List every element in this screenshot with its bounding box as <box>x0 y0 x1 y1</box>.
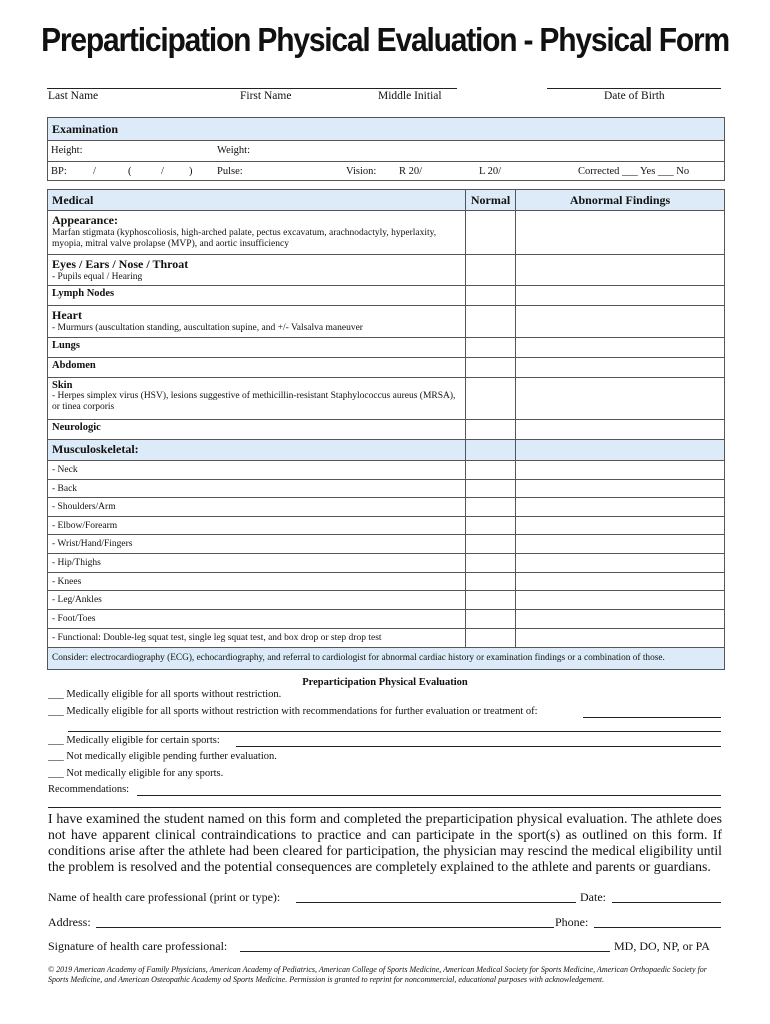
abnormal-cell[interactable] <box>516 255 724 285</box>
msk-item: - Elbow/Forearm <box>48 517 466 534</box>
vision-label: Vision: <box>346 166 377 177</box>
table-row <box>47 420 725 440</box>
msk-item: - Shoulders/Arm <box>48 498 466 516</box>
bp-paren: ( <box>128 166 132 177</box>
row-title: Musculoskeletal: <box>52 442 139 456</box>
height-field[interactable]: Height: <box>51 145 83 156</box>
abnormal-cell[interactable] <box>516 610 724 628</box>
pulse-field[interactable]: Pulse: <box>217 166 243 177</box>
normal-cell[interactable] <box>466 255 516 285</box>
abnormal-cell[interactable] <box>516 358 724 377</box>
msk-item: - Back <box>48 480 466 497</box>
normal-cell[interactable] <box>466 358 516 377</box>
msk-item: - Leg/Ankles <box>48 591 466 609</box>
treatment-underline[interactable] <box>583 717 721 718</box>
eligible-certain-option[interactable]: ___ Medically eligible for certain sports: <box>48 735 220 746</box>
musculoskeletal-header <box>47 440 725 461</box>
dob-underline[interactable] <box>547 88 721 89</box>
weight-field[interactable]: Weight: <box>217 145 250 156</box>
table-row <box>47 461 725 480</box>
normal-cell[interactable] <box>466 338 516 357</box>
abnormal-cell[interactable] <box>516 535 724 553</box>
table-row <box>47 554 725 573</box>
normal-cell[interactable] <box>466 306 516 337</box>
recommendations-label: Recommendations: <box>48 784 130 795</box>
certain-sports-underline[interactable] <box>236 746 721 747</box>
normal-cell[interactable] <box>466 591 516 609</box>
normal-cell[interactable] <box>466 610 516 628</box>
row-detail: - Herpes simplex virus (HSV), lesions suggestive of methicillin-resistant Staphylococcus aureus (MRSA), or tinea corporis <box>52 391 456 412</box>
signature-field[interactable] <box>240 951 610 952</box>
table-row <box>47 535 725 554</box>
normal-cell[interactable] <box>466 480 516 497</box>
recommendations-underline[interactable] <box>48 807 721 808</box>
row-detail: - Murmurs (auscultation standing, auscultation supine, and +/- Valsalva maneuver <box>52 323 363 333</box>
examination-header: Examination <box>48 118 724 141</box>
normal-cell[interactable] <box>466 554 516 572</box>
table-row <box>47 306 725 338</box>
normal-cell[interactable] <box>466 498 516 516</box>
bp-paren: ) <box>189 166 193 177</box>
abnormal-cell[interactable] <box>516 517 724 534</box>
row-detail: Marfan stigmata (kyphoscoliosis, high-arched palate, pectus excavatum, arachnodactyly, hyperlaxity, myopia, mitral valve prolapse (MVP), and aortic insufficiency <box>52 228 437 249</box>
normal-cell[interactable] <box>466 211 516 254</box>
row-title: Heart <box>52 308 82 322</box>
address-label: Address: <box>48 915 91 929</box>
abnormal-cell[interactable] <box>516 211 724 254</box>
table-row <box>47 255 725 286</box>
clearance-statement: I have examined the student named on this form and completed the preparticipation physical evaluation. The athlete does not have apparent clinical contraindications to practice and can participate in the sport(s) as outlined on this form. If conditions arise after the athlete had been cleared for participation, the physician may rescind the medical eligibility until the problem is resolved and the potential consequences are completely explained to the athlete and parents or guardians. <box>48 811 722 874</box>
professional-name-field[interactable] <box>296 902 576 903</box>
vision-right-field[interactable]: R 20/ <box>399 166 423 177</box>
row-title: Lungs <box>52 340 81 351</box>
treatment-underline[interactable] <box>68 731 721 732</box>
abnormal-cell[interactable] <box>516 420 724 439</box>
abnormal-cell[interactable] <box>516 498 724 516</box>
row-title: Eyes / Ears / Nose / Throat <box>52 257 189 271</box>
eligible-all-option[interactable]: ___ Medically eligible for all sports without restriction. <box>48 689 282 700</box>
page-title: Preparticipation Physical Evaluation - Physical Form <box>41 21 729 59</box>
abnormal-cell[interactable] <box>516 629 724 647</box>
name-underline[interactable] <box>47 88 457 89</box>
row-title: Abdomen <box>52 360 96 371</box>
table-row <box>47 378 725 420</box>
normal-cell[interactable] <box>466 629 516 647</box>
msk-item: - Knees <box>48 573 466 590</box>
table-row <box>47 358 725 378</box>
abnormal-cell[interactable] <box>516 286 724 305</box>
credentials-label: MD, DO, NP, or PA <box>614 939 710 953</box>
table-row <box>47 498 725 517</box>
bp-slash: / <box>93 166 96 177</box>
eligible-with-recommendations-option[interactable]: ___ Medically eligible for all sports without restriction with recommendations for further evaluation or treatment of: <box>48 706 538 717</box>
table-row <box>47 286 725 306</box>
col-abnormal: Abnormal Findings <box>569 193 671 207</box>
bp-field[interactable]: BP: <box>51 166 67 177</box>
date-label: Date: <box>580 890 606 904</box>
examination-section <box>47 117 725 181</box>
table-row <box>47 517 725 535</box>
msk-item: - Hip/Thighs <box>48 554 466 572</box>
abnormal-cell[interactable] <box>516 480 724 497</box>
consider-note: Consider: electrocardiography (ECG), echocardiography, and referral to cardiologist for abnormal cardiac history or examination findings or a combination of those. <box>47 648 725 670</box>
col-medical: Medical <box>48 190 466 210</box>
normal-cell[interactable] <box>466 286 516 305</box>
phone-label: Phone: <box>555 915 589 929</box>
professional-name-label: Name of health care professional (print or type): <box>48 890 281 904</box>
abnormal-cell[interactable] <box>516 461 724 479</box>
abnormal-cell[interactable] <box>516 338 724 357</box>
row-title: Skin <box>52 380 73 391</box>
first-name-label: First Name <box>240 90 292 102</box>
vitals-row <box>48 162 724 182</box>
not-eligible-pending-option[interactable]: ___ Not medically eligible pending further evaluation. <box>48 751 277 762</box>
signature-label: Signature of health care professional: <box>48 939 228 953</box>
row-title: Lymph Nodes <box>52 288 115 299</box>
recommendations-underline[interactable] <box>137 795 721 796</box>
corrected-field[interactable]: Corrected ___ Yes ___ No <box>578 166 690 177</box>
msk-item: - Neck <box>48 461 466 479</box>
msk-item: - Wrist/Hand/Fingers <box>48 535 466 553</box>
abnormal-cell[interactable] <box>516 591 724 609</box>
normal-cell[interactable] <box>466 535 516 553</box>
table-row <box>47 591 725 610</box>
middle-initial-label: Middle Initial <box>378 90 442 102</box>
normal-cell[interactable] <box>466 378 516 419</box>
medical-table-header <box>47 189 725 211</box>
table-row <box>47 573 725 591</box>
row-title: Appearance: <box>52 213 118 227</box>
table-row <box>47 338 725 358</box>
abnormal-cell[interactable] <box>516 378 724 419</box>
table-row <box>47 480 725 498</box>
normal-cell[interactable] <box>466 461 516 479</box>
table-row <box>47 610 725 629</box>
abnormal-cell[interactable] <box>516 554 724 572</box>
height-weight-row <box>48 141 724 162</box>
date-field[interactable] <box>612 902 721 903</box>
not-eligible-any-option[interactable]: ___ Not medically eligible for any sports. <box>48 768 224 779</box>
dob-label: Date of Birth <box>604 90 665 102</box>
row-detail: - Pupils equal / Hearing <box>52 272 143 282</box>
vision-left-field[interactable]: L 20/ <box>479 166 502 177</box>
msk-item: - Foot/Toes <box>48 610 466 628</box>
col-normal: Normal <box>466 190 516 210</box>
normal-cell[interactable] <box>466 517 516 534</box>
table-row <box>47 211 725 255</box>
abnormal-cell[interactable] <box>516 306 724 337</box>
address-field[interactable] <box>96 927 554 928</box>
copyright-notice: © 2019 American Academy of Family Physicians, American Academy of Pediatrics, American College of Sports Medicine, American Medical Society for Sports Medicine, American Orthopaedic Society for Sports Medicine, and American Osteopathic Academy od Sports Medicine. Permission is granted to reprint for noncommercial, educational purposes with acknowledgement. <box>48 965 707 984</box>
row-title: Neurologic <box>52 422 101 433</box>
abnormal-cell[interactable] <box>516 573 724 590</box>
phone-field[interactable] <box>594 927 721 928</box>
last-name-label: Last Name <box>48 90 99 102</box>
normal-cell[interactable] <box>466 573 516 590</box>
evaluation-heading: Preparticipation Physical Evaluation <box>302 677 468 688</box>
bp-slash: / <box>161 166 164 177</box>
normal-cell[interactable] <box>466 420 516 439</box>
msk-item: - Functional: Double-leg squat test, single leg squat test, and box drop or step drop test <box>48 629 466 647</box>
table-row <box>47 629 725 648</box>
